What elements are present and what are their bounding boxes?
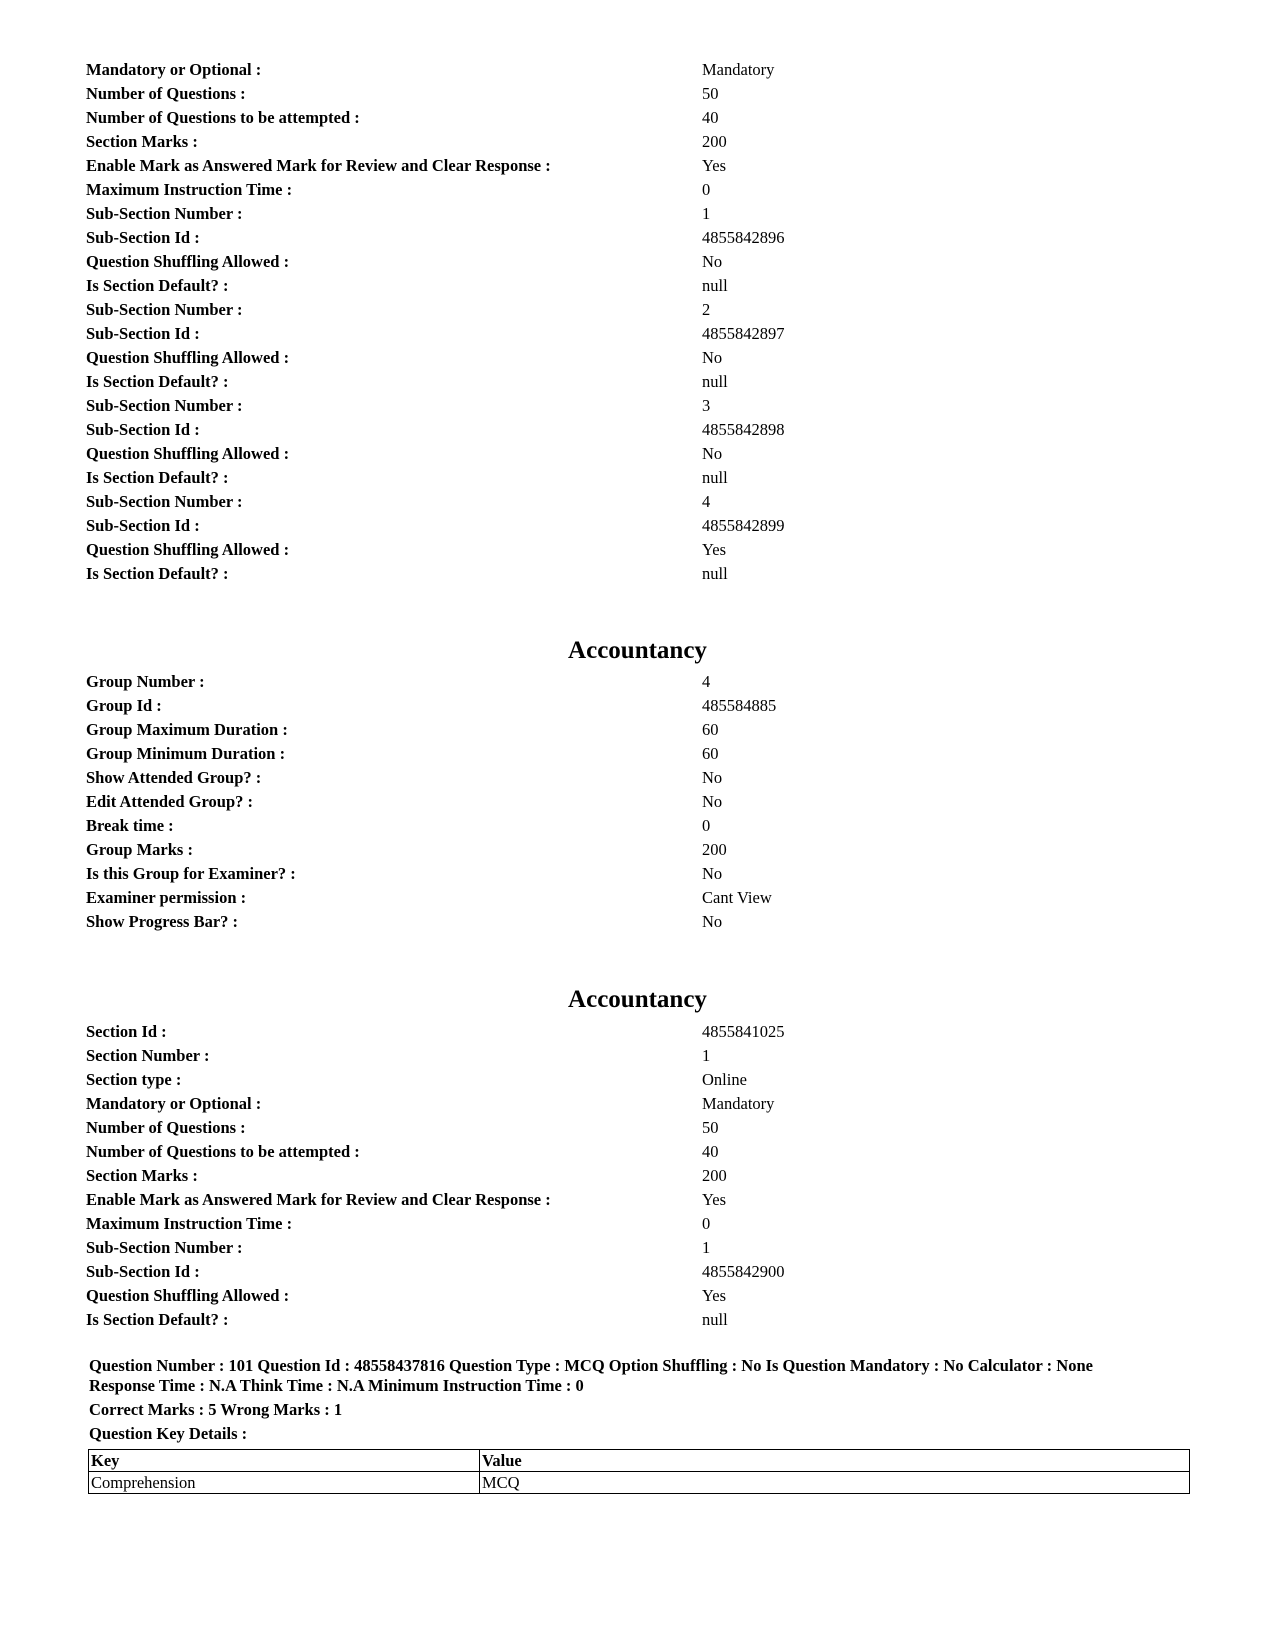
detail-value: 4855842900 — [702, 1262, 785, 1281]
detail-value: Mandatory — [702, 1094, 775, 1113]
detail-value: null — [702, 372, 728, 391]
group-details — [86, 670, 1186, 934]
detail-row — [86, 1044, 1186, 1068]
detail-value: 4855842896 — [702, 228, 785, 247]
detail-row — [86, 910, 1186, 934]
detail-value: 2 — [702, 300, 711, 319]
detail-row — [86, 202, 1186, 226]
detail-key: Question Shuffling Allowed : — [86, 444, 290, 463]
detail-key: Is Section Default? : — [86, 276, 229, 295]
table-header-row — [89, 1450, 1190, 1472]
section-details-top — [86, 58, 1186, 586]
detail-row — [86, 106, 1186, 130]
table-row — [89, 1472, 1190, 1494]
detail-value: Yes — [702, 1190, 727, 1209]
detail-key: Enable Mark as Answered Mark for Review and Clear Response : — [86, 156, 551, 175]
detail-key: Sub-Section Number : — [86, 204, 243, 223]
detail-key: Sub-Section Id : — [86, 420, 200, 439]
detail-key: Is Section Default? : — [86, 1310, 229, 1329]
question-marks: Correct Marks : 5 Wrong Marks : 1 — [89, 1400, 343, 1419]
question-key-table — [88, 1449, 1190, 1494]
detail-row — [86, 274, 1186, 298]
detail-value: 4 — [702, 672, 711, 691]
detail-value: No — [702, 768, 723, 787]
detail-key: Edit Attended Group? : — [86, 792, 254, 811]
detail-key: Break time : — [86, 816, 174, 835]
detail-key: Show Progress Bar? : — [86, 912, 239, 931]
detail-key: Mandatory or Optional : — [86, 60, 262, 79]
detail-key: Enable Mark as Answered Mark for Review and Clear Response : — [86, 1190, 551, 1209]
detail-key: Number of Questions to be attempted : — [86, 108, 360, 127]
detail-value: 0 — [702, 180, 711, 199]
detail-value: 1 — [702, 1046, 711, 1065]
detail-key: Number of Questions : — [86, 1118, 246, 1137]
detail-key: Section Id : — [86, 1022, 167, 1041]
detail-row — [86, 490, 1186, 514]
detail-key: Sub-Section Number : — [86, 396, 243, 415]
detail-key: Section Marks : — [86, 132, 198, 151]
detail-key: Mandatory or Optional : — [86, 1094, 262, 1113]
detail-row — [86, 370, 1186, 394]
detail-row — [86, 1308, 1186, 1332]
detail-value: 40 — [702, 108, 719, 127]
detail-row — [86, 790, 1186, 814]
detail-row — [86, 1236, 1186, 1260]
detail-value: 485584885 — [702, 696, 777, 715]
detail-key: Show Attended Group? : — [86, 768, 262, 787]
detail-row — [86, 154, 1186, 178]
detail-value: 50 — [702, 1118, 719, 1137]
detail-value: Yes — [702, 1286, 727, 1305]
detail-key: Question Shuffling Allowed : — [86, 348, 290, 367]
detail-key: Group Maximum Duration : — [86, 720, 288, 739]
detail-row — [86, 862, 1186, 886]
detail-value: 0 — [702, 1214, 711, 1233]
detail-value: null — [702, 468, 728, 487]
detail-key: Question Shuffling Allowed : — [86, 1286, 290, 1305]
detail-row — [86, 1188, 1186, 1212]
section-heading: Accountancy — [568, 986, 707, 1013]
detail-value: No — [702, 864, 723, 883]
detail-row — [86, 838, 1186, 862]
detail-value: null — [702, 1310, 728, 1329]
detail-key: Is Section Default? : — [86, 564, 229, 583]
detail-value: 200 — [702, 840, 727, 859]
table-header-value: Value — [480, 1450, 1190, 1472]
detail-row — [86, 250, 1186, 274]
detail-value: 4855842899 — [702, 516, 785, 535]
detail-value: 4855841025 — [702, 1022, 785, 1041]
detail-key: Is this Group for Examiner? : — [86, 864, 296, 883]
detail-key: Number of Questions : — [86, 84, 246, 103]
detail-value: No — [702, 348, 723, 367]
question-meta-line-1: Question Number : 101 Question Id : 48558437816 Question Type : MCQ Option Shuffling : No Is Question Mandatory : No Calculator : None — [89, 1356, 1093, 1375]
section-details — [86, 1020, 1186, 1332]
detail-key: Is Section Default? : — [86, 468, 229, 487]
detail-key: Group Number : — [86, 672, 205, 691]
detail-row — [86, 814, 1186, 838]
detail-value: Cant View — [702, 888, 772, 907]
detail-row — [86, 1116, 1186, 1140]
detail-value: 60 — [702, 744, 719, 763]
detail-row — [86, 1020, 1186, 1044]
detail-row — [86, 298, 1186, 322]
detail-key: Maximum Instruction Time : — [86, 1214, 293, 1233]
detail-value: No — [702, 444, 723, 463]
detail-value: Yes — [702, 156, 727, 175]
detail-key: Number of Questions to be attempted : — [86, 1142, 360, 1161]
detail-row — [86, 766, 1186, 790]
detail-key: Section Number : — [86, 1046, 210, 1065]
detail-row — [86, 670, 1186, 694]
detail-value: No — [702, 912, 723, 931]
detail-key: Group Marks : — [86, 840, 193, 859]
detail-key: Group Id : — [86, 696, 162, 715]
detail-row — [86, 718, 1186, 742]
detail-key: Sub-Section Number : — [86, 300, 243, 319]
detail-key: Sub-Section Id : — [86, 516, 200, 535]
detail-key: Section type : — [86, 1070, 182, 1089]
detail-value: 50 — [702, 84, 719, 103]
question-meta-line-2: Response Time : N.A Think Time : N.A Minimum Instruction Time : 0 — [89, 1376, 584, 1395]
detail-key: Sub-Section Id : — [86, 324, 200, 343]
detail-key: Examiner permission : — [86, 888, 247, 907]
detail-value: No — [702, 252, 723, 271]
detail-value: 4855842897 — [702, 324, 785, 343]
detail-row — [86, 1092, 1186, 1116]
detail-row — [86, 226, 1186, 250]
detail-row — [86, 130, 1186, 154]
detail-key: Sub-Section Id : — [86, 1262, 200, 1281]
detail-row — [86, 58, 1186, 82]
detail-value: Mandatory — [702, 60, 775, 79]
detail-row — [86, 562, 1186, 586]
detail-value: 40 — [702, 1142, 719, 1161]
detail-value: 60 — [702, 720, 719, 739]
detail-row — [86, 1140, 1186, 1164]
detail-row — [86, 694, 1186, 718]
detail-value: Yes — [702, 540, 727, 559]
detail-row — [86, 178, 1186, 202]
detail-key: Sub-Section Number : — [86, 1238, 243, 1257]
detail-key: Section Marks : — [86, 1166, 198, 1185]
table-cell-value: MCQ — [480, 1472, 1190, 1494]
detail-key: Is Section Default? : — [86, 372, 229, 391]
detail-row — [86, 418, 1186, 442]
detail-row — [86, 1068, 1186, 1092]
detail-value: No — [702, 792, 723, 811]
detail-value: null — [702, 276, 728, 295]
table-header-key: Key — [89, 1450, 480, 1472]
detail-key: Sub-Section Id : — [86, 228, 200, 247]
detail-value: 1 — [702, 1238, 711, 1257]
detail-row — [86, 1284, 1186, 1308]
detail-value: 1 — [702, 204, 711, 223]
detail-key: Group Minimum Duration : — [86, 744, 286, 763]
detail-row — [86, 442, 1186, 466]
detail-row — [86, 514, 1186, 538]
detail-value: Online — [702, 1070, 747, 1089]
detail-value: 4 — [702, 492, 711, 511]
detail-value: 0 — [702, 816, 711, 835]
detail-row — [86, 742, 1186, 766]
detail-key: Sub-Section Number : — [86, 492, 243, 511]
detail-key: Question Shuffling Allowed : — [86, 540, 290, 559]
detail-row — [86, 346, 1186, 370]
question-key-details-label: Question Key Details : — [89, 1424, 248, 1443]
detail-row — [86, 538, 1186, 562]
detail-row — [86, 1212, 1186, 1236]
detail-row — [86, 1164, 1186, 1188]
detail-value: null — [702, 564, 728, 583]
detail-row — [86, 1260, 1186, 1284]
detail-row — [86, 466, 1186, 490]
detail-value: 3 — [702, 396, 711, 415]
detail-row — [86, 394, 1186, 418]
detail-value: 200 — [702, 132, 727, 151]
group-heading: Accountancy — [568, 637, 707, 664]
detail-row — [86, 886, 1186, 910]
question-info — [89, 1356, 1199, 1444]
detail-key: Maximum Instruction Time : — [86, 180, 293, 199]
table-cell-key: Comprehension — [89, 1472, 480, 1494]
detail-value: 4855842898 — [702, 420, 785, 439]
detail-key: Question Shuffling Allowed : — [86, 252, 290, 271]
detail-row — [86, 82, 1186, 106]
detail-value: 200 — [702, 1166, 727, 1185]
detail-row — [86, 322, 1186, 346]
